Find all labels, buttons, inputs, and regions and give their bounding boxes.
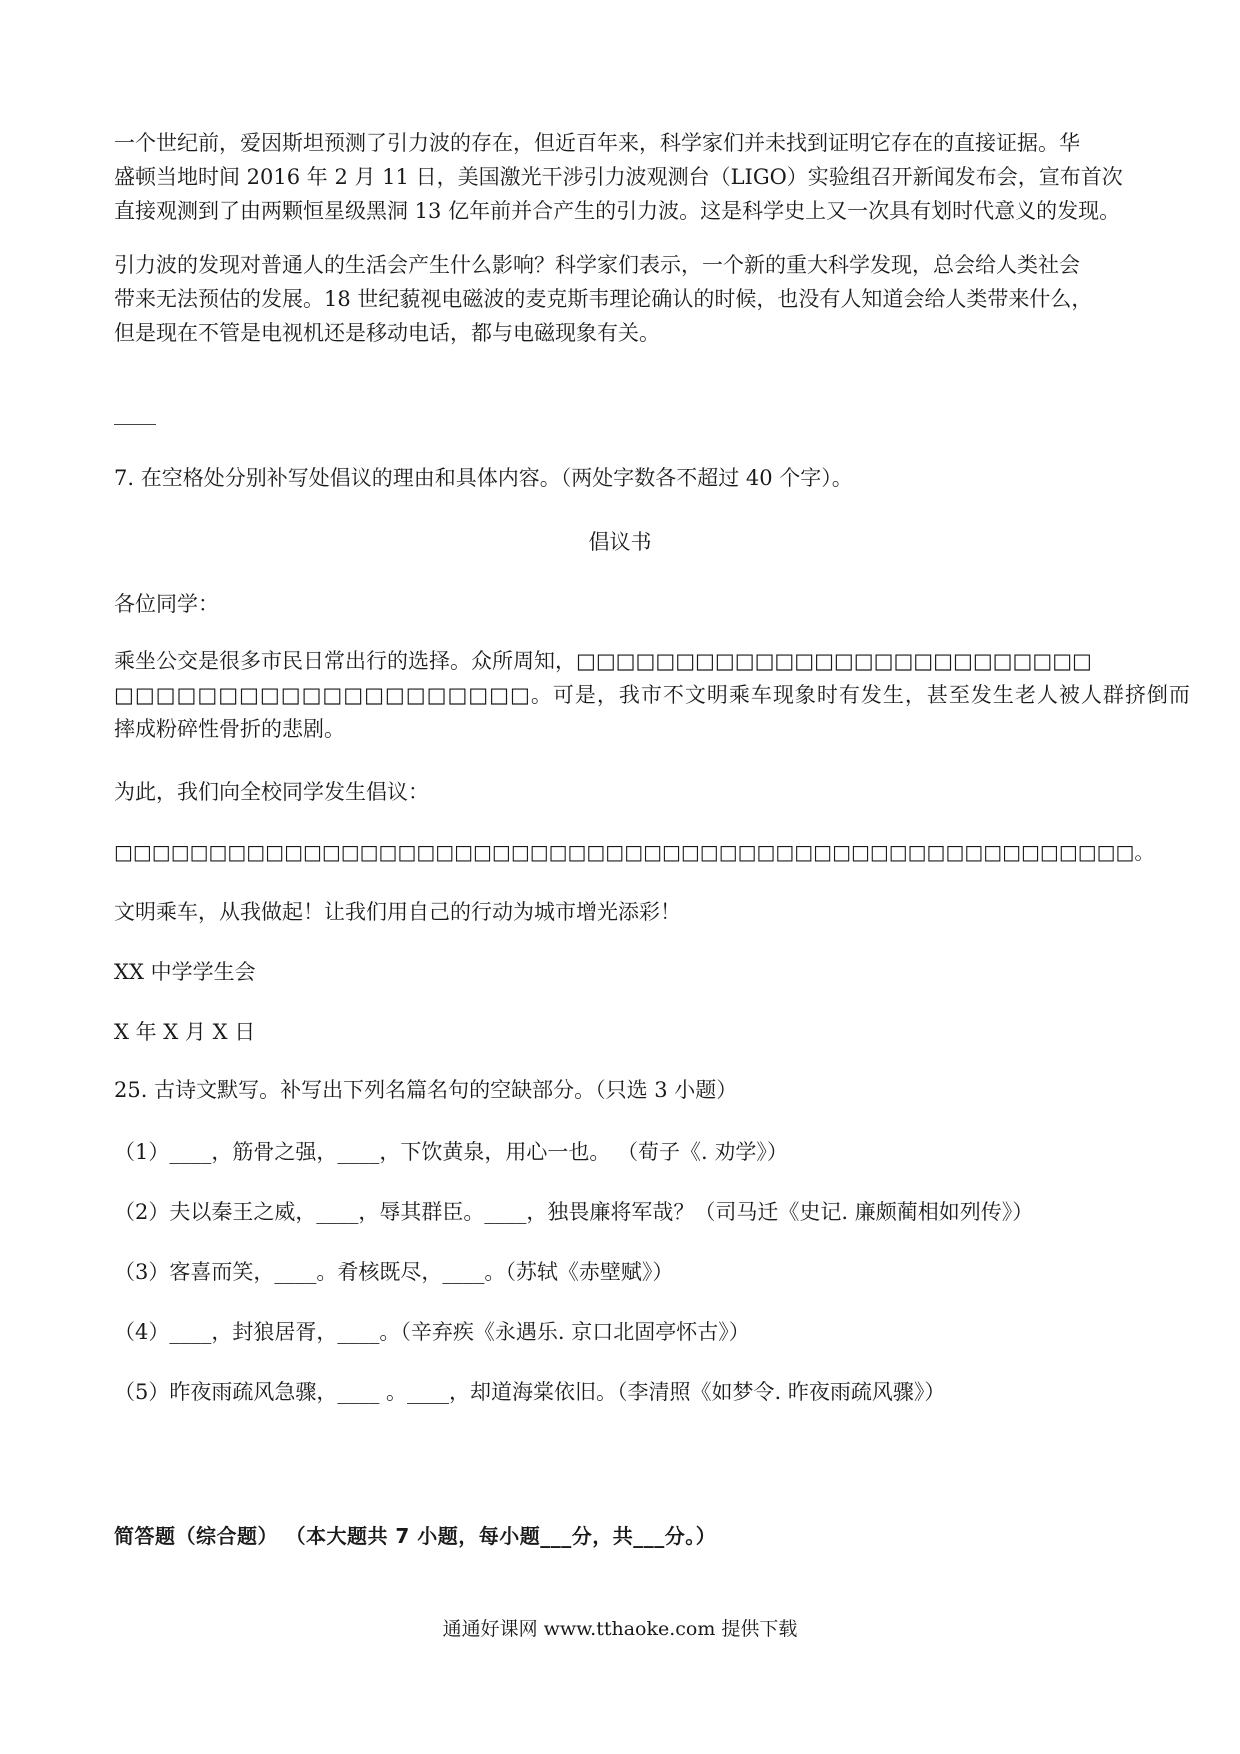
- proposal-answer-boxes: □□□□□□□□□□□□□□□□□□□□□□□□□□□□□□□□□□□□□□□□□□□□□□□□□□□□□□。: [114, 840, 1155, 864]
- question-7-prompt: 7. 在空格处分别补写处倡议的理由和具体内容。（两处字数各不超过 40 个字）。: [114, 466, 853, 490]
- poem-item-2: （2）夫以秦王之威，____，辱其群臣。____，独畏廉将军哉？（司马迁《史记. 廉颇蔺相如列传》）: [114, 1200, 1034, 1224]
- text-line: 带来无法预估的发展。18 世纪藐视电磁波的麦克斯韦理论确认的时候，也没有人知道会给人类带来什么，: [114, 287, 1093, 311]
- page-footer: 通通好课网 www.tthaoke.com 提供下载: [442, 1618, 798, 1640]
- reading-paragraph-1: [114, 126, 1144, 228]
- text-line: 盛顿当地时间 2016 年 2 月 11 日，美国激光干涉引力波观测台（LIGO）实验组召开新闻发布会，宣布首次: [114, 165, 1123, 189]
- reading-paragraph-2: [114, 248, 1144, 350]
- proposal-intro: 为此，我们向全校同学发生倡议：: [114, 780, 429, 804]
- proposal-body-paragraph: [114, 644, 1191, 746]
- poem-item-1: （1）____，筋骨之强，____，下饮黄泉，用心一也。 （荀子《. 劝学》）: [114, 1140, 788, 1164]
- poem-item-3: （3）客喜而笑，____。肴核既尽，____。（苏轼《赤壁赋》）: [114, 1260, 674, 1284]
- proposal-title: 倡议书: [588, 530, 652, 554]
- section-heading: 简答题（综合题） （本大题共 7 小题，每小题___分，共___分。）: [114, 1524, 717, 1548]
- text-line: 直接观测到了由两颗恒星级黑洞 13 亿年前并合产生的引力波。这是科学史上又一次具有划时代意义的发现。: [114, 199, 1121, 223]
- poem-item-4: （4）____，封狼居胥，____。（辛弃疾《永遇乐. 京口北固亭怀古》）: [114, 1320, 750, 1344]
- text-line: 一个世纪前，爱因斯坦预测了引力波的存在，但近百年来，科学家们并未找到证明它存在的直接证据。华: [114, 131, 1080, 155]
- proposal-closing: 文明乘车，从我做起！让我们用自己的行动为城市增光添彩！: [114, 900, 681, 924]
- proposal-date: X 年 X 月 X 日: [114, 1020, 256, 1044]
- question-25-prompt: 25. 古诗文默写。补写出下列名篇名句的空缺部分。（只选 3 小题）: [114, 1078, 738, 1102]
- proposal-salutation: 各位同学：: [114, 592, 219, 616]
- text-line: 但是现在不管是电视机还是移动电话，都与电磁现象有关。: [114, 321, 660, 345]
- poem-item-5: （5）昨夜雨疏风急骤，____ 。____，却道海棠依旧。（李清照《如梦令. 昨夜雨疏风骤》）: [114, 1380, 946, 1404]
- text-line: 摔成粉碎性骨折的悲剧。: [114, 717, 345, 741]
- text-line: □□□□□□□□□□□□□□□□□□□□。可是，我市不文明乘车现象时有发生，甚至发生老人被人群挤倒而: [114, 683, 1191, 707]
- answer-blank-line: [114, 424, 156, 425]
- proposal-signature: XX 中学学生会: [114, 960, 256, 984]
- text-line: 引力波的发现对普通人的生活会产生什么影响？科学家们表示，一个新的重大科学发现，总会给人类社会: [114, 253, 1080, 277]
- text-line: 乘坐公交是很多市民日常出行的选择。众所周知，□□□□□□□□□□□□□□□□□□□□□□□□□□: [114, 649, 1092, 673]
